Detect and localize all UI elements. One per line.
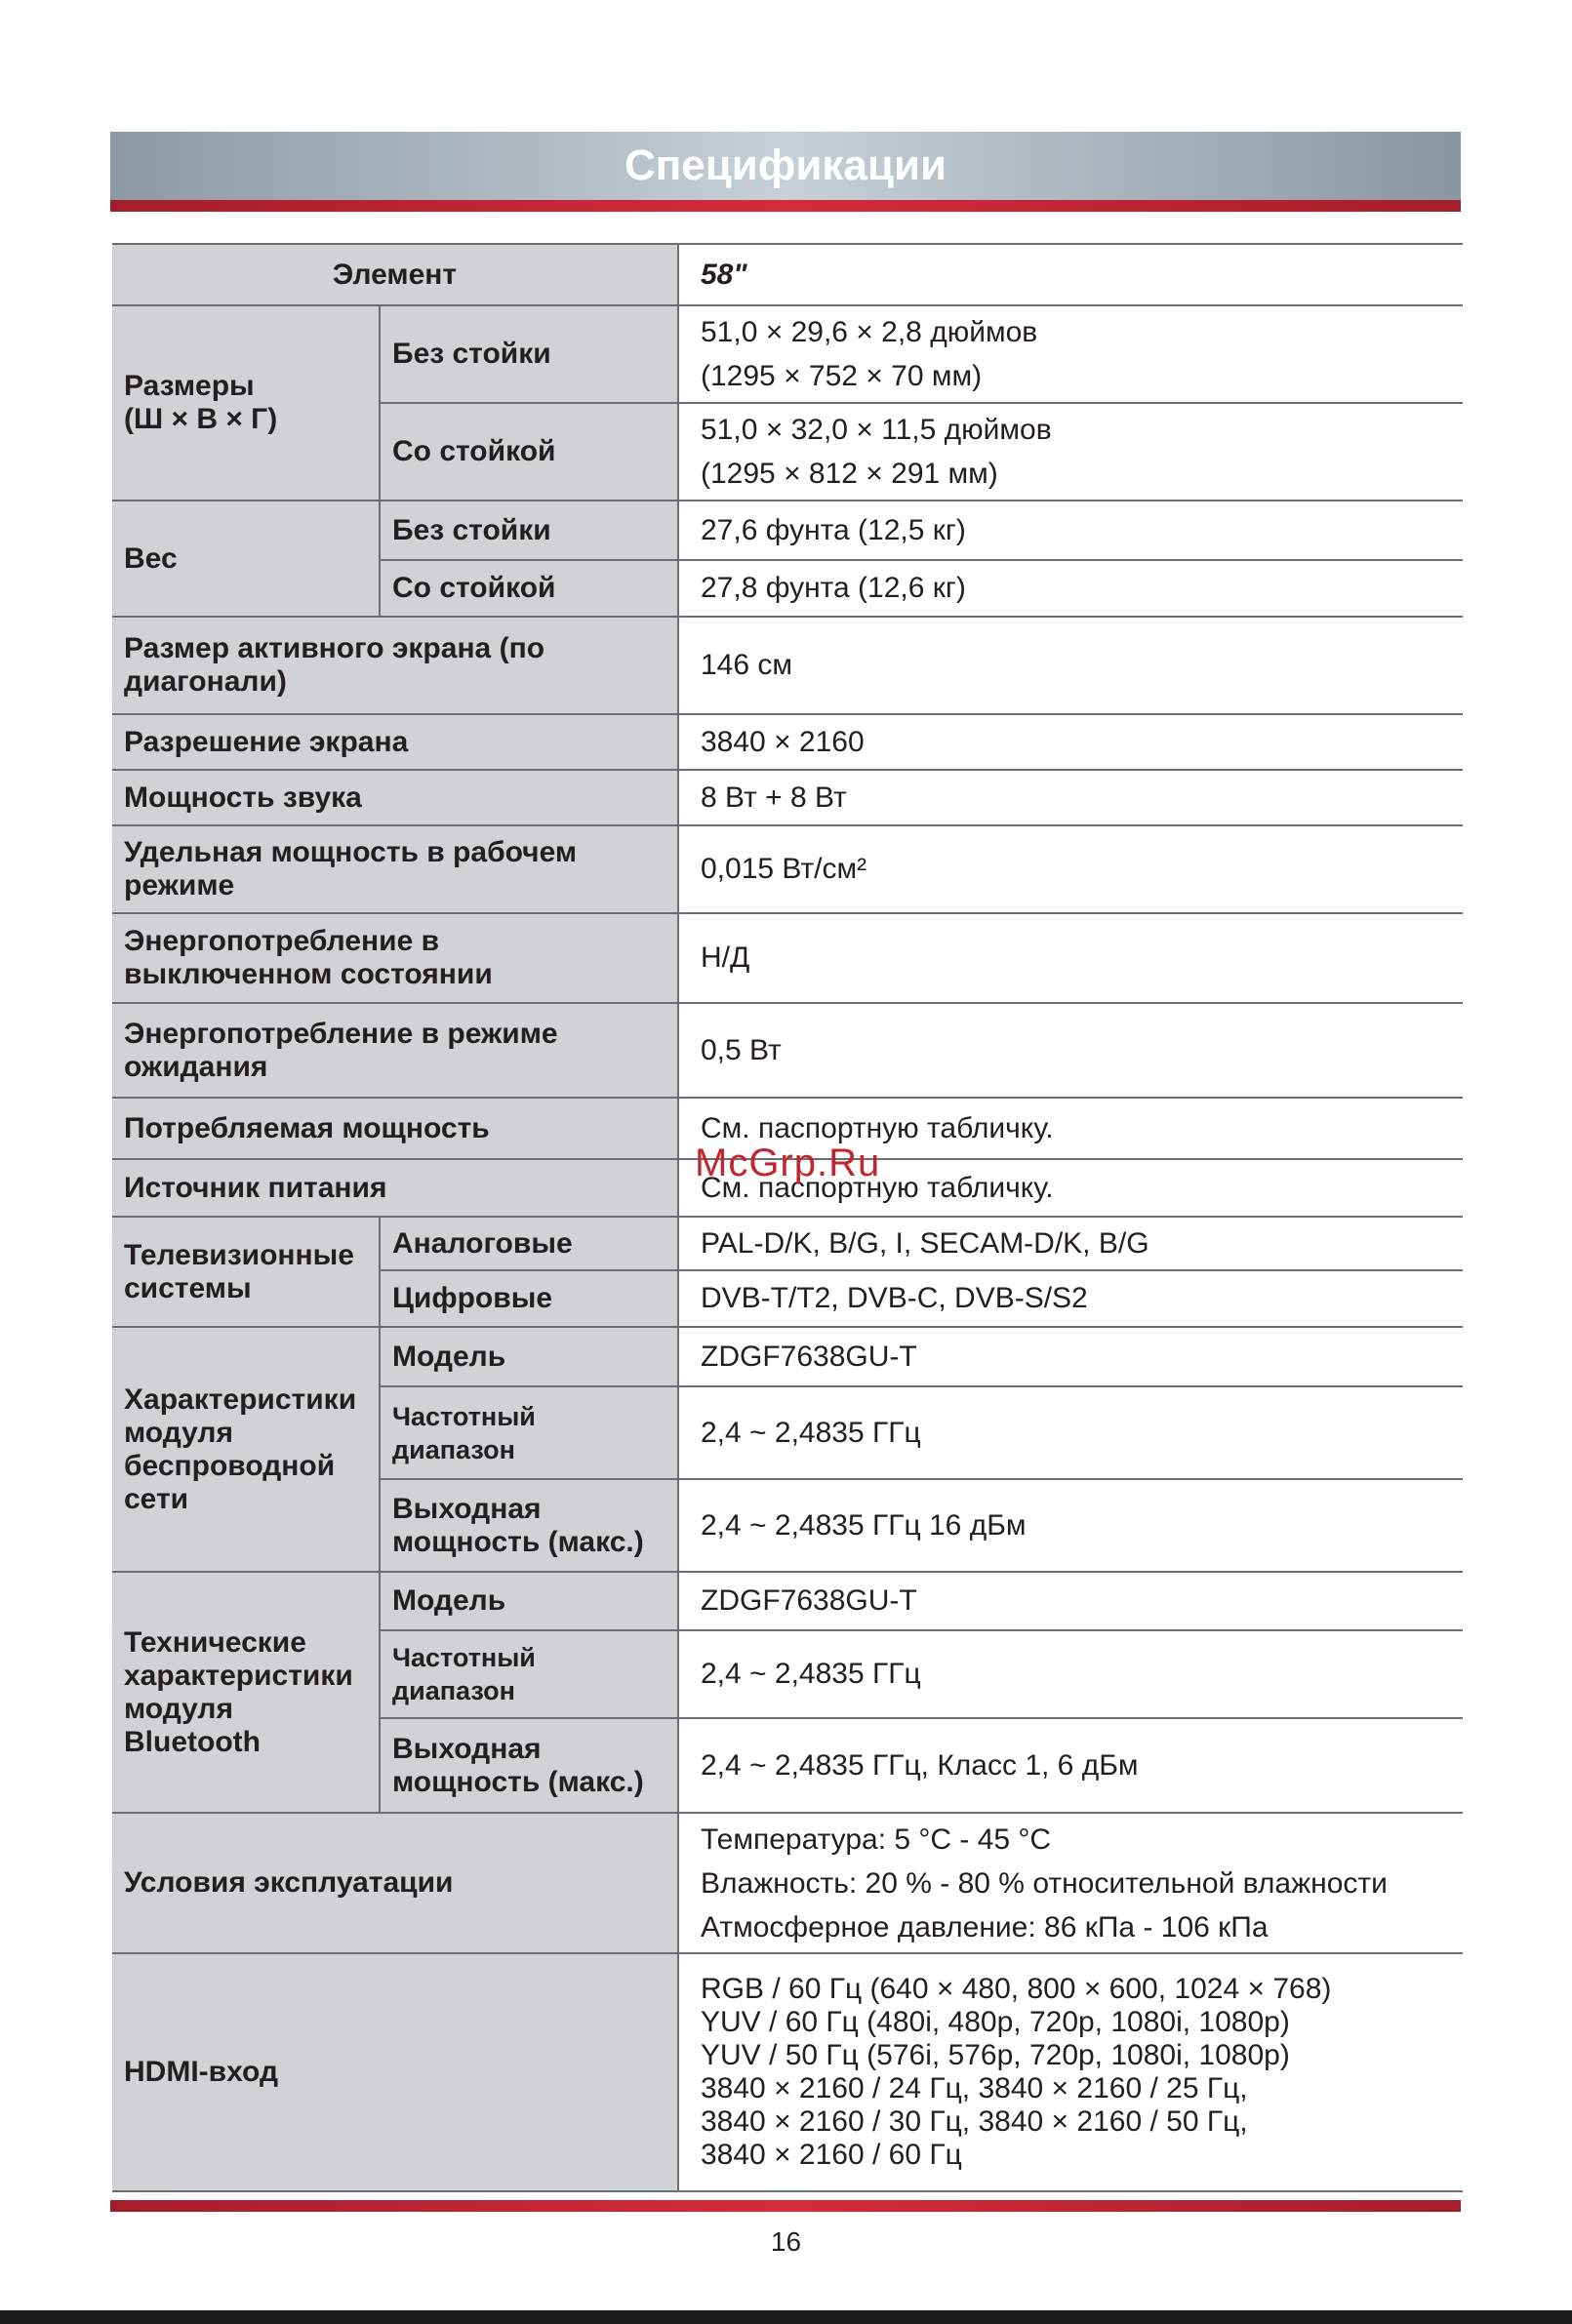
table-row — [112, 913, 1463, 1003]
bluetooth-model-value: ZDGF7638GU-T — [678, 1572, 1463, 1630]
weight-with-stand-label: Со стойкой — [380, 560, 678, 617]
weight-without-stand-label: Без стойки — [380, 501, 678, 560]
power-consumption-label: Потребляемая мощность — [112, 1098, 678, 1159]
weight-label: Вес — [112, 501, 380, 617]
table-row — [112, 1572, 1463, 1630]
operating-conditions-label: Условия эксплуатации — [112, 1813, 678, 1953]
operating-conditions-value: Температура: 5 °C - 45 °C Влажность: 20 % - 80 % относительной влажности Атмосферное давление: 86 кПа - 106 кПа — [678, 1813, 1463, 1953]
bluetooth-freq-label: Частотный диапазон — [380, 1630, 678, 1718]
table-row — [112, 1813, 1463, 1953]
dimensions-with-stand-value: 51,0 × 32,0 × 11,5 дюймов (1295 × 812 × 291 мм) — [678, 403, 1463, 501]
table-row — [112, 1327, 1463, 1386]
power-source-value: См. паспортную табличку. — [678, 1159, 1463, 1217]
bluetooth-label: Технические характеристики модуля Bluetooth — [112, 1572, 380, 1813]
off-power-value: Н/Д — [678, 913, 1463, 1003]
dimensions-with-stand-label: Со стойкой — [380, 403, 678, 501]
wireless-output-label: Выходная мощность (макс.) — [380, 1479, 678, 1572]
bluetooth-model-label: Модель — [380, 1572, 678, 1630]
dimensions-without-stand-label: Без стойки — [380, 305, 678, 403]
specifications-table — [112, 243, 1463, 2192]
dimensions-label: Размеры (Ш × В × Г) — [112, 305, 380, 501]
tv-digital-value: DVB-T/T2, DVB-C, DVB-S/S2 — [678, 1270, 1463, 1327]
tv-analog-value: PAL-D/K, B/G, I, SECAM-D/K, B/G — [678, 1217, 1463, 1270]
audio-power-value: 8 Вт + 8 Вт — [678, 770, 1463, 825]
power-consumption-value: См. паспортную табличку. — [678, 1098, 1463, 1159]
bottom-edge-bar — [0, 2310, 1572, 2324]
table-row — [112, 617, 1463, 714]
table-row — [112, 770, 1463, 825]
wireless-freq-value: 2,4 ~ 2,4835 ГГц — [678, 1386, 1463, 1479]
hdmi-input-value: RGB / 60 Гц (640 × 480, 800 × 600, 1024 × 768) YUV / 60 Гц (480i, 480p, 720p, 1080i, 1080p) YUV / 50 Гц (576i, 576p, 720p, 1080i, 1080p) 3840 × 2160 / 24 Гц, 3840 × 2160 / 25 Гц, 3840 × 2160 / 30 Гц, 3840 × 2160 / 50 Гц, 3840 × 2160 / 60 Гц — [678, 1953, 1463, 2191]
hdmi-input-label: HDMI-вход — [112, 1953, 678, 2191]
wireless-label: Характеристики модуля беспроводной сети — [112, 1327, 380, 1572]
weight-without-stand-value: 27,6 фунта (12,5 кг) — [678, 501, 1463, 560]
element-header: Элемент — [112, 244, 678, 305]
watermark-text: McGrp.Ru — [695, 1142, 881, 1184]
bluetooth-output-value: 2,4 ~ 2,4835 ГГц, Класс 1, 6 дБм — [678, 1718, 1463, 1813]
standby-power-value: 0,5 Вт — [678, 1003, 1463, 1098]
page-number: 16 — [770, 2226, 802, 2257]
resolution-label: Разрешение экрана — [112, 714, 678, 770]
table-row — [112, 244, 1463, 305]
tv-analog-label: Аналоговые — [380, 1217, 678, 1270]
specific-power-value: 0,015 Вт/см² — [678, 825, 1463, 913]
power-source-label: Источник питания — [112, 1159, 678, 1217]
table-row — [112, 305, 1463, 403]
specific-power-label: Удельная мощность в рабочем режиме — [112, 825, 678, 913]
dimensions-without-stand-value: 51,0 × 29,6 × 2,8 дюймов (1295 × 752 × 70 мм) — [678, 305, 1463, 403]
bluetooth-output-label: Выходная мощность (макс.) — [380, 1718, 678, 1813]
resolution-value: 3840 × 2160 — [678, 714, 1463, 770]
wireless-model-value: ZDGF7638GU-T — [678, 1327, 1463, 1386]
table-row — [112, 501, 1463, 560]
tv-systems-label: Телевизионные системы — [112, 1217, 380, 1327]
page-title: Спецификации — [110, 132, 1461, 200]
title-accent-bar — [110, 200, 1461, 212]
off-power-label: Энергопотребление в выключенном состоянии — [112, 913, 678, 1003]
weight-with-stand-value: 27,8 фунта (12,6 кг) — [678, 560, 1463, 617]
wireless-output-value: 2,4 ~ 2,4835 ГГц 16 дБм — [678, 1479, 1463, 1572]
tv-digital-label: Цифровые — [380, 1270, 678, 1327]
table-row — [112, 825, 1463, 913]
footer-accent-bar — [110, 2200, 1461, 2212]
table-row — [112, 714, 1463, 770]
wireless-freq-label: Частотный диапазон — [380, 1386, 678, 1479]
table-row — [112, 1953, 1463, 2191]
table-row — [112, 1003, 1463, 1098]
screen-size-label: Размер активного экрана (по диагонали) — [112, 617, 678, 714]
wireless-model-label: Модель — [380, 1327, 678, 1386]
standby-power-label: Энергопотребление в режиме ожидания — [112, 1003, 678, 1098]
table-row — [112, 1217, 1463, 1270]
screen-size-value: 146 см — [678, 617, 1463, 714]
audio-power-label: Мощность звука — [112, 770, 678, 825]
bluetooth-freq-value: 2,4 ~ 2,4835 ГГц — [678, 1630, 1463, 1718]
model-size: 58" — [678, 244, 1463, 305]
